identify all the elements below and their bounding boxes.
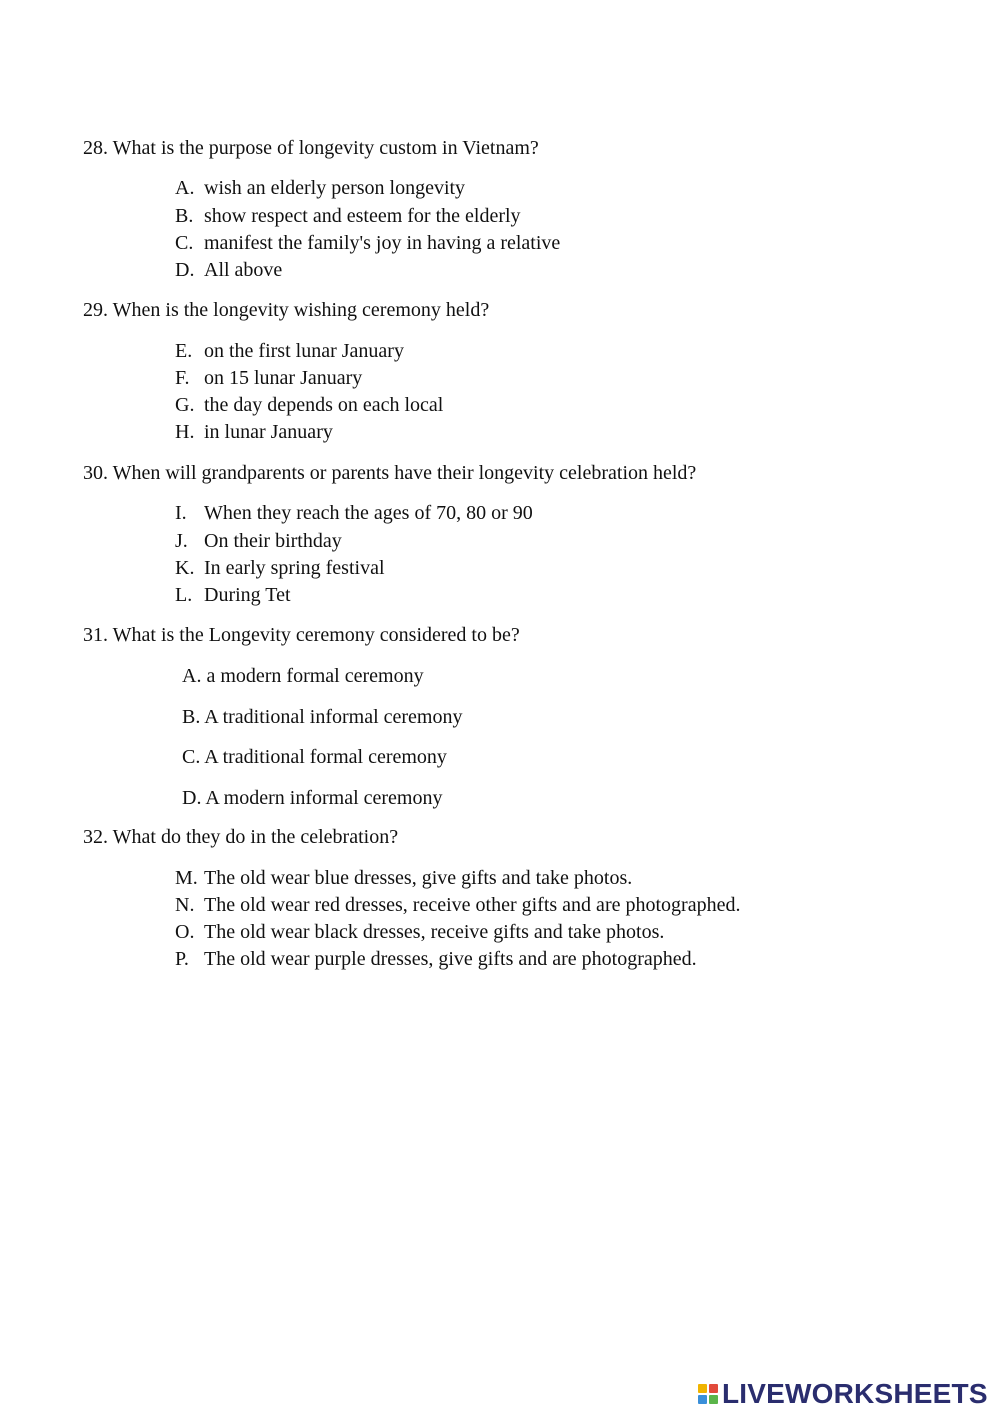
- option-letter: J.: [175, 530, 188, 552]
- option-31-b[interactable]: B. A traditional informal ceremony: [182, 706, 463, 728]
- option-letter: K.: [175, 557, 195, 579]
- question-29: 29. When is the longevity wishing ceremony held?: [83, 299, 490, 321]
- option-30-l[interactable]: [175, 583, 291, 607]
- option-text: in lunar January: [204, 421, 333, 443]
- option-text: The old wear black dresses, receive gifts and take photos.: [204, 921, 665, 943]
- option-28-a[interactable]: [175, 176, 465, 200]
- option-32-n[interactable]: [175, 893, 740, 917]
- option-text: The old wear red dresses, receive other gifts and are photographed.: [204, 894, 741, 916]
- question-32: 32. What do they do in the celebration?: [83, 826, 399, 848]
- question-28: 28. What is the purpose of longevity custom in Vietnam?: [83, 137, 539, 159]
- logo-mark-square: [698, 1395, 707, 1404]
- option-31-a[interactable]: A. a modern formal ceremony: [182, 665, 424, 687]
- option-text: In early spring festival: [204, 557, 385, 579]
- option-32-m[interactable]: [175, 866, 632, 890]
- option-28-c[interactable]: [175, 231, 560, 255]
- option-29-e[interactable]: [175, 339, 404, 363]
- option-letter: I.: [175, 502, 187, 524]
- option-text: The old wear blue dresses, give gifts and take photos.: [204, 867, 633, 889]
- option-letter: E.: [175, 340, 193, 362]
- option-text: wish an elderly person longevity: [204, 177, 466, 199]
- option-31-d[interactable]: D. A modern informal ceremony: [182, 787, 443, 809]
- option-text: on 15 lunar January: [204, 367, 363, 389]
- option-letter: N.: [175, 894, 195, 916]
- option-32-p[interactable]: [175, 947, 697, 971]
- option-text: On their birthday: [204, 530, 342, 552]
- option-30-j[interactable]: [175, 529, 342, 553]
- option-letter: M.: [175, 867, 198, 889]
- option-text: During Tet: [204, 584, 291, 606]
- option-text: The old wear purple dresses, give gifts and are photographed.: [204, 948, 697, 970]
- question-31: 31. What is the Longevity ceremony considered to be?: [83, 624, 520, 646]
- option-29-h[interactable]: [175, 420, 333, 444]
- option-text: show respect and esteem for the elderly: [204, 205, 521, 227]
- option-text: the day depends on each local: [204, 394, 444, 416]
- option-letter: G.: [175, 394, 195, 416]
- logo-mark-square: [698, 1384, 707, 1393]
- logo-mark-square: [709, 1384, 718, 1393]
- option-letter: C.: [175, 232, 194, 254]
- question-30: 30. When will grandparents or parents have their longevity celebration held?: [83, 462, 697, 484]
- option-letter: P.: [175, 948, 189, 970]
- logo-text: LIVEWORKSHEETS: [722, 1378, 988, 1409]
- logo-mark-square: [709, 1395, 718, 1404]
- option-31-c[interactable]: C. A traditional formal ceremony: [182, 746, 447, 768]
- option-29-f[interactable]: [175, 366, 362, 390]
- option-letter: A.: [175, 177, 195, 199]
- option-text: All above: [204, 259, 283, 281]
- option-32-o[interactable]: [175, 920, 664, 944]
- option-29-g[interactable]: [175, 393, 443, 417]
- option-text: manifest the family's joy in having a relative: [204, 232, 561, 254]
- option-text: When they reach the ages of 70, 80 or 90: [204, 502, 533, 524]
- option-30-i[interactable]: [175, 501, 533, 525]
- option-letter: D.: [175, 259, 195, 281]
- option-letter: H.: [175, 421, 195, 443]
- option-28-b[interactable]: [175, 204, 521, 228]
- option-letter: B.: [175, 205, 194, 227]
- option-letter: F.: [175, 367, 190, 389]
- option-28-d[interactable]: [175, 258, 282, 282]
- option-30-k[interactable]: [175, 556, 385, 580]
- option-letter: L.: [175, 584, 193, 606]
- option-letter: O.: [175, 921, 195, 943]
- liveworksheets-logo[interactable]: [698, 1379, 988, 1409]
- option-text: on the first lunar January: [204, 340, 404, 362]
- liveworksheets-logo-icon: [698, 1384, 718, 1404]
